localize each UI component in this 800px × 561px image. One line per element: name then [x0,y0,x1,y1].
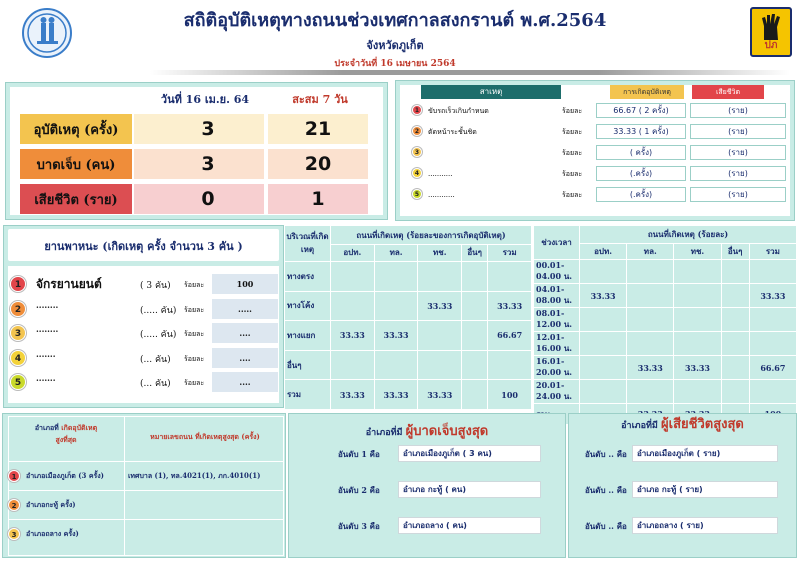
injured-value: อำเภอถลาง ( คน) [398,517,541,534]
cause-name: ........... [428,170,453,178]
vehicle-pct-label: ร้อยละ [184,330,205,338]
vehicle-count: ( 3 คัน) [140,281,171,291]
vehicle-pct-label: ร้อยละ [184,305,205,314]
table-cell [418,350,462,380]
table-row [534,308,797,332]
injured-rank: อันดับ 2 คือ [338,485,380,495]
table-cell [721,332,749,356]
district-number-icon: 1 [8,470,20,482]
provincial-seal [22,8,72,58]
cause-number-icon: 2 [412,126,422,136]
table-cell: 33.33 [374,380,418,410]
table-row [285,321,532,351]
table-cell: 33.33 [418,380,462,410]
table-row [534,260,797,284]
table-cell [749,308,796,332]
table-column-header: ทล. [627,244,674,260]
table-cell [674,260,721,284]
cause-name: ............ [428,191,455,199]
table-row-label: 12.01-16.00 น. [534,332,580,356]
district-name: อำเภอเมืองภูเก็ต (3 ครั้ง) [26,471,104,480]
table-row-label: ทางโค้ง [285,291,331,321]
table-row [534,332,797,356]
table-cell [674,284,721,308]
table-cell [749,332,796,356]
vehicle-pct-label: ร้อยละ [184,379,205,387]
cause-death-value: (ราย) [690,103,786,118]
table-cell [331,291,375,321]
table-cell: 33.33 [488,291,532,321]
table-cell [627,332,674,356]
table-cell [418,321,462,351]
table-cell [374,261,418,291]
table-column-header: รวม [488,245,532,262]
death-rank: อันดับ .. คือ [585,485,627,495]
table-cell [374,291,418,321]
table-row-label: 16.01-20.00 น. [534,356,580,380]
vehicle-name: ....... [36,348,56,359]
table-column-header: อปท. [331,245,375,262]
table-cell [580,332,627,356]
vehicle-name: จักรยานยนต์ [36,277,102,291]
table-row [285,350,532,380]
cause-name [428,146,553,160]
table-row-label: อื่นๆ [285,350,331,380]
vehicle-number-icon: 2 [10,301,26,317]
causes-header-cause: สาเหตุ [421,85,561,99]
cause-pct-label: ร้อยละ [562,107,583,115]
vehicle-count: (... คัน) [140,379,171,389]
table-row-label: 08.01-12.00 น. [534,308,580,332]
cause-accident-value: 66.67 ( 2 ครั้ง) [596,103,686,118]
vehicle-number-icon: 1 [10,276,26,292]
vehicle-pct-label: ร้อยละ [184,354,205,363]
cause-number-icon: 4 [412,168,422,178]
injured-value: อำเภอ กะทู้ ( คน) [398,481,541,498]
cause-accident-value: 33.33 ( 1 ครั้ง) [596,124,686,139]
table-cell [488,350,532,380]
injured-value: อำเภอเมืองภูเก็ต ( 3 คน) [398,445,541,462]
summary-today-value: 3 [152,149,264,179]
cumulative-label: สะสม 7 วัน [292,93,348,106]
cause-accident-value: (.ครั้ง) [596,166,686,181]
province-name: จังหวัดภูเก็ต [366,39,424,52]
table-cell: 33.33 [331,380,375,410]
causes-header-accidents: การเกิดอุบัติเหตุ [610,85,684,99]
cause-pct-label: ร้อยละ [562,191,583,199]
page-title: สถิติอุบัติเหตุทางถนนช่วงเทศกาลสงกรานต์ พ.ศ.2564 [183,10,607,31]
cause-name: ตัดหน้าระชั้นชิด [428,128,477,136]
table-cell [488,261,532,291]
district-number-icon: 3 [8,528,20,540]
table-cell [462,291,488,321]
area-table [284,225,532,410]
table-cell [721,308,749,332]
table-cell: 100 [488,380,532,410]
vehicle-name: ....... [36,373,56,383]
table-column-header: อปท. [580,244,627,260]
table-row [285,261,532,291]
cause-pct-label: ร้อยละ [562,170,583,178]
district-roads: เทศบาล (1), ทล.4021(1), ภก.4010(1) [128,471,261,480]
table-cell [374,350,418,380]
table-row-label: ทางตรง [285,261,331,291]
district-row-divider [8,490,284,491]
table-column-header: อื่นๆ [721,244,749,260]
report-date: ประจำวันที่ 16 เมษายน 2564 [334,59,456,69]
today-label: วันที่ 16 เม.ย. 64 [160,93,250,106]
summary-gap [134,184,152,214]
table-column-header: ทช. [674,244,721,260]
table-cell: 33.33 [374,321,418,351]
table-column-header: ทล. [374,245,418,262]
table-cell: 33.33 [749,284,796,308]
time-table [533,225,797,410]
district-number-icon: 2 [8,499,20,511]
district-row-divider [8,461,284,462]
table-row [534,284,797,308]
cause-accident-value: ( ครั้ง) [596,145,686,160]
table-column-header: รวม [749,244,796,260]
table-cell [627,380,674,404]
summary-cumulative-value: 21 [268,114,368,144]
table-cell [580,260,627,284]
district-name: อำเภอถลาง ครั้ง) [26,529,79,538]
table-cell [674,308,721,332]
cause-pct-label: ร้อยละ [562,128,583,136]
table-cell [462,261,488,291]
death-rank: อันดับ .. คือ [585,521,627,531]
cause-death-value: (ราย) [690,187,786,202]
vehicle-number-icon: 5 [10,374,26,390]
cause-number-icon: 3 [412,147,422,157]
header-divider [150,70,790,75]
table-cell [721,356,749,380]
vehicle-pct-value: ..... [212,299,278,319]
vehicle-count: (... คัน) [140,354,171,365]
district-name: อำเภอกะทู้ ครั้ง) [26,500,76,509]
table-corner-header: บริเวณที่เกิดเหตุ [285,226,331,262]
summary-label: อุบัติเหตุ (ครั้ง) [20,114,132,144]
table-row-label: 04.01-08.00 น. [534,284,580,308]
table-column-header: ทช. [418,245,462,262]
table-row [285,291,532,321]
cause-number-icon: 1 [412,105,422,115]
district-header-b: หมายเลขถนน ที่เกิดเหตุสูงสุด (ครั้ง) [150,432,260,441]
injured-title: อำเภอที่มี ผู้บาดเจ็บสูงสุด [365,424,489,439]
vehicle-number-icon: 4 [10,350,26,366]
table-cell [721,380,749,404]
table-cell [749,260,796,284]
table-cell [580,308,627,332]
table-row [534,356,797,380]
vehicle-pct-value: 100 [212,274,278,294]
district-header-a: อำเภอที่ เกิดอุบัติเหตุ สูงที่สุด [34,423,98,444]
table-cell [721,284,749,308]
table-cell: 33.33 [418,291,462,321]
table-row-label: ทางแยก [285,321,331,351]
cause-pct-label: ร้อยละ [562,149,583,157]
table-cell [627,284,674,308]
vehicle-pct-value: .... [212,372,278,392]
table-cell: 33.33 [580,284,627,308]
table-cell [721,260,749,284]
table-group-header: ถนนที่เกิดเหตุ (ร้อยละ) [580,226,797,244]
death-value: อำเภอ กะทู้ ( ราย) [632,481,778,498]
summary-today-value: 0 [152,184,264,214]
table-row-label: 00.01-04.00 น. [534,260,580,284]
cause-number-icon: 5 [412,189,422,199]
table-row-label: 20.01-24.00 น. [534,380,580,404]
vehicle-name: ........ [36,299,59,310]
table-cell [580,356,627,380]
table-row-label: รวม [285,380,331,410]
causes-header-deaths: เสียชีวิต [692,85,764,99]
injured-rank: อันดับ 1 คือ [338,449,380,459]
table-cell [418,261,462,291]
table-cell [462,380,488,410]
table-cell [749,380,796,404]
district-row-divider [8,519,284,520]
cause-death-value: (ราย) [690,145,786,160]
table-cell [674,332,721,356]
table-cell [462,321,488,351]
cause-death-value: (ราย) [690,124,786,139]
table-cell [627,308,674,332]
table-cell [331,261,375,291]
vehicle-count: (..... คัน) [140,305,177,316]
district-divider [124,416,125,556]
summary-gap [134,114,152,144]
summary-cumulative-value: 1 [268,184,368,214]
table-cell: 33.33 [674,356,721,380]
table-corner-header: ช่วงเวลา [534,226,580,260]
table-cell [580,380,627,404]
summary-gap [134,149,152,179]
table-cell: 66.67 [488,321,532,351]
vehicle-pct-value: .... [212,348,278,368]
vehicle-pct-value: .... [212,323,278,343]
cause-name: ขับรถเร็วเกินกำหนด [428,107,489,115]
vehicle-number-icon: 3 [10,325,26,341]
summary-label: เสียชีวิต (ราย) [20,184,132,214]
vehicle-count: (..... คัน) [140,330,177,340]
death-value: อำเภอเมืองภูเก็ต ( ราย) [632,445,778,462]
injured-rank: อันดับ 3 คือ [338,521,380,531]
table-cell [331,350,375,380]
table-row [285,380,532,410]
table-cell [627,260,674,284]
summary-cumulative-value: 20 [268,149,368,179]
table-cell [674,380,721,404]
dpm-logo: ปภ [750,7,792,57]
table-group-header: ถนนที่เกิดเหตุ (ร้อยละของการเกิดอุบัติเหตุ) [331,226,532,245]
table-row [534,380,797,404]
deaths-title: อำเภอที่มี ผู้เสียชีวิตสูงสุด [621,417,744,432]
summary-today-value: 3 [152,114,264,144]
vehicles-title: ยานพาหนะ (เกิดเหตุ ครั้ง จำนวน 3 คัน ) [44,240,243,253]
vehicle-name: ........ [36,324,59,334]
cause-accident-value: (.ครั้ง) [596,187,686,202]
cause-death-value: (ราย) [690,166,786,181]
table-cell: 33.33 [331,321,375,351]
death-value: อำเภอถลาง ( ราย) [632,517,778,534]
table-cell: 33.33 [627,356,674,380]
vehicle-pct-label: ร้อยละ [184,281,205,289]
summary-label: บาดเจ็บ (คน) [20,149,132,179]
table-cell: 66.67 [749,356,796,380]
table-cell [462,350,488,380]
death-rank: อันดับ .. คือ [585,449,627,459]
table-column-header: อื่นๆ [462,245,488,262]
